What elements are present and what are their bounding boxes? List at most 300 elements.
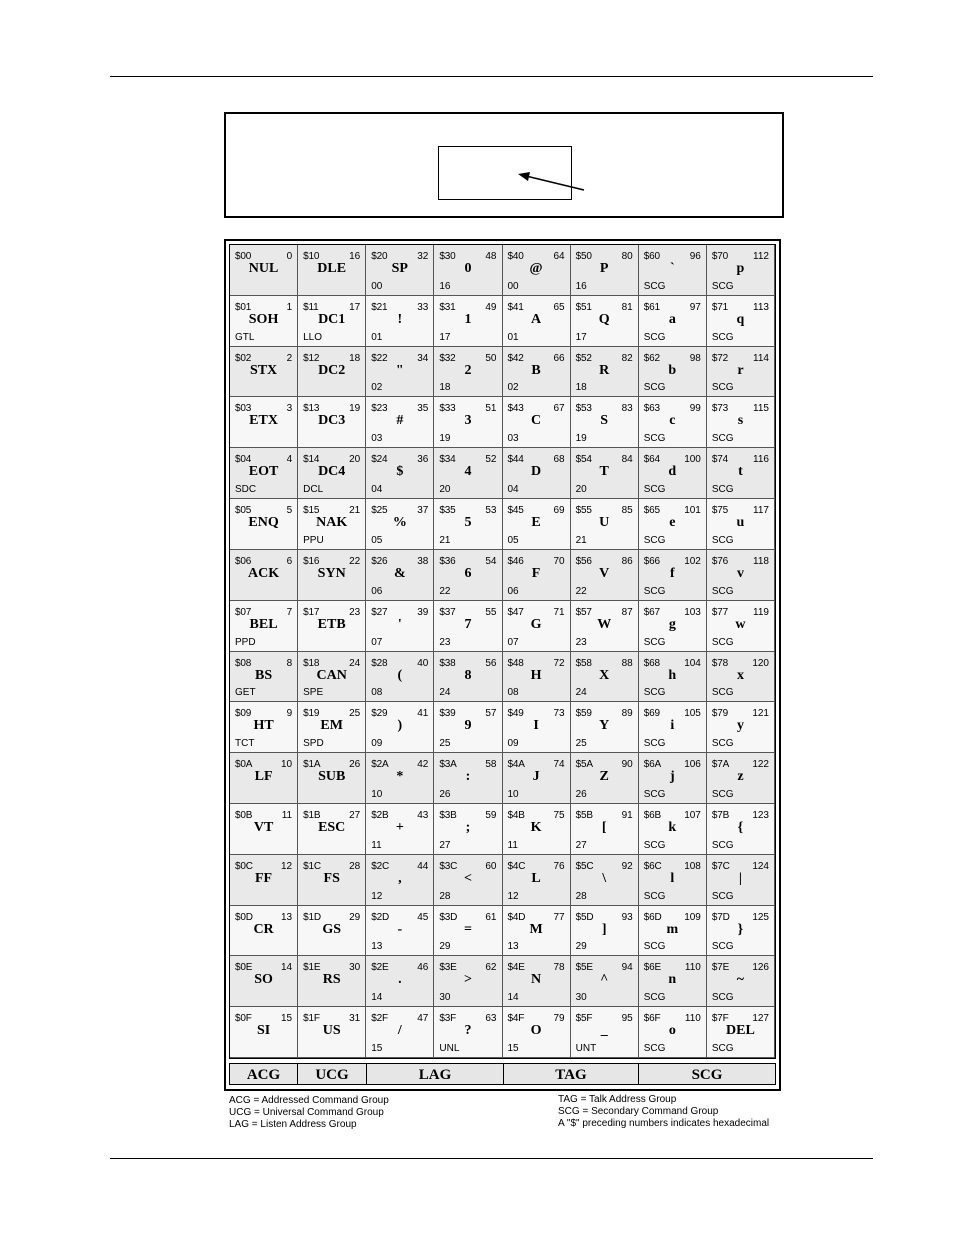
cell-character: &: [393, 565, 406, 581]
cell-decimal-code: 10: [281, 759, 293, 771]
cell-character: _: [600, 1023, 608, 1039]
cell-gpib-command: 15: [507, 1043, 519, 1054]
code-cell: [434, 906, 502, 957]
cell-character: A: [531, 311, 542, 327]
cell-gpib-command: 25: [575, 738, 587, 750]
cell-hex-code: $6D: [643, 911, 662, 923]
code-cell: [639, 296, 707, 347]
cell-gpib-command: 23: [439, 636, 451, 648]
cell-gpib-command: 07: [507, 636, 519, 648]
cell-decimal-code: 43: [417, 809, 429, 821]
cell-character: 2: [464, 362, 472, 378]
cell-hex-code: $54: [575, 454, 592, 466]
cell-decimal-code: 117: [753, 505, 769, 517]
group-acg: ACG: [230, 1064, 298, 1084]
cell-character: V: [599, 565, 610, 581]
cell-gpib-command: 14: [507, 992, 519, 1004]
cell-hex-code: $41: [507, 301, 524, 313]
cell-gpib-command: 30: [439, 992, 451, 1004]
code-cell: [230, 753, 298, 804]
cell-character: H: [530, 667, 542, 683]
code-cell: [503, 499, 571, 550]
cell-character: W: [597, 616, 612, 632]
cell-decimal-code: 121: [752, 708, 769, 720]
cell-decimal-code: 60: [485, 860, 497, 872]
code-cell: [707, 702, 775, 753]
cell-character: |: [738, 870, 742, 886]
cell-decimal-code: 65: [553, 301, 565, 313]
code-cell: [298, 753, 366, 804]
code-cell: [707, 753, 775, 804]
cell-decimal-code: 69: [553, 505, 565, 517]
code-cell: [230, 601, 298, 652]
cell-decimal-code: 32: [417, 251, 429, 262]
code-cell: [434, 245, 502, 296]
cell-character: DC4: [318, 464, 346, 480]
code-cell: [707, 652, 775, 703]
code-cell: [434, 804, 502, 855]
cell-gpib-command: SCG: [711, 738, 734, 750]
code-cell: [298, 906, 366, 957]
cell-character: $: [396, 464, 404, 480]
cell-gpib-command: 24: [439, 687, 451, 699]
cell-character: {: [737, 819, 744, 835]
code-cell: [298, 804, 366, 855]
code-cell: [571, 448, 639, 499]
code-cell: [639, 245, 707, 296]
code-cell: [571, 245, 639, 296]
cell-character: I: [533, 718, 539, 734]
cell-decimal-code: 12: [281, 860, 293, 872]
cell-hex-code: $10: [303, 251, 320, 262]
cell-decimal-code: 97: [689, 301, 701, 313]
cell-decimal-code: 108: [684, 860, 701, 872]
cell-decimal-code: 91: [621, 809, 633, 821]
cell-decimal-code: 119: [753, 606, 769, 618]
code-cell: [503, 245, 571, 296]
cell-character: <: [463, 870, 472, 886]
cell-decimal-code: 13: [281, 911, 293, 923]
cell-hex-code: $44: [507, 454, 524, 466]
cell-decimal-code: 99: [689, 403, 701, 415]
cell-hex-code: $12: [303, 352, 320, 364]
cell-decimal-code: 120: [752, 657, 769, 669]
cell-hex-code: $5D: [575, 911, 594, 923]
cell-hex-code: $66: [643, 555, 660, 567]
code-cell: [434, 550, 502, 601]
cell-hex-code: $27: [371, 606, 388, 618]
cell-character: ESC: [318, 819, 346, 835]
cell-character: !: [397, 311, 403, 327]
code-cell: [366, 956, 434, 1007]
cell-character: z: [737, 769, 744, 785]
cell-decimal-code: 118: [753, 555, 769, 567]
cell-decimal-code: 110: [684, 962, 701, 974]
cell-decimal-code: 127: [752, 1013, 769, 1025]
cell-gpib-command: 21: [575, 534, 587, 546]
cell-hex-code: $57: [575, 606, 592, 618]
code-cell: [230, 296, 298, 347]
code-cell: [366, 702, 434, 753]
cell-decimal-code: 21: [349, 505, 361, 517]
cell-character: h: [668, 667, 677, 683]
cell-gpib-command: SCG: [711, 331, 734, 343]
cell-decimal-code: 83: [621, 403, 633, 415]
cell-hex-code: $08: [235, 657, 252, 669]
cell-gpib-command: 12: [507, 890, 519, 902]
cell-hex-code: $3E: [439, 962, 457, 974]
cell-decimal-code: 52: [485, 454, 497, 466]
cell-hex-code: $7D: [711, 911, 730, 923]
cell-decimal-code: 30: [349, 962, 361, 974]
cell-decimal-code: 22: [349, 555, 361, 567]
code-cell: [639, 855, 707, 906]
cell-hex-code: $1C: [303, 860, 321, 872]
cell-gpib-command: SCG: [711, 1043, 734, 1054]
cell-decimal-code: 50: [485, 352, 497, 364]
cell-character: o: [668, 1023, 676, 1039]
cell-gpib-command: 29: [439, 941, 451, 953]
cell-character: CAN: [316, 667, 347, 683]
cell-hex-code: $36: [439, 555, 456, 567]
cell-character: .: [398, 972, 402, 988]
cell-hex-code: $69: [643, 708, 660, 720]
code-cell: [230, 550, 298, 601]
cell-decimal-code: 26: [349, 759, 361, 771]
cell-hex-code: $17: [303, 606, 320, 618]
cell-decimal-code: 106: [684, 759, 701, 771]
cell-hex-code: $15: [303, 505, 320, 517]
cell-character: SOH: [248, 311, 279, 327]
cell-decimal-code: 64: [553, 251, 565, 262]
cell-gpib-command: 11: [507, 839, 518, 851]
cell-decimal-code: 94: [621, 962, 633, 974]
code-cell: [571, 753, 639, 804]
cell-character: 7: [464, 616, 472, 632]
cell-character: J: [532, 769, 540, 785]
cell-gpib-command: SCG: [643, 636, 666, 648]
cell-gpib-command: 27: [439, 839, 451, 851]
code-cell: [639, 550, 707, 601]
code-cell: [503, 601, 571, 652]
note-hex: A "$" preceding numbers indicates hexadecimal: [558, 1118, 770, 1129]
cell-hex-code: $76: [711, 555, 728, 567]
cell-hex-code: $73: [711, 403, 728, 415]
code-cell: [639, 906, 707, 957]
cell-gpib-command: 09: [507, 738, 519, 750]
code-cell: [230, 906, 298, 957]
cell-decimal-code: 75: [553, 809, 565, 821]
cell-character: P: [599, 261, 609, 276]
cell-decimal-code: 59: [485, 809, 497, 821]
cell-gpib-command: 13: [371, 941, 383, 953]
cell-gpib-command: 22: [575, 585, 587, 597]
code-cell: [298, 397, 366, 448]
cell-hex-code: $3A: [439, 759, 457, 771]
code-cell: [366, 550, 434, 601]
cell-gpib-command: 13: [507, 941, 519, 953]
cell-gpib-command: SCG: [643, 788, 666, 800]
cell-hex-code: $18: [303, 657, 320, 669]
cell-gpib-command: SCG: [711, 382, 734, 394]
cell-hex-code: $47: [507, 606, 524, 618]
code-cell: [230, 347, 298, 398]
code-cell: [230, 702, 298, 753]
cell-gpib-command: SCG: [643, 1043, 666, 1054]
cell-gpib-command: DCL: [303, 484, 324, 496]
cell-character: 5: [464, 515, 472, 531]
cell-hex-code: $25: [371, 505, 388, 517]
cell-gpib-command: 08: [371, 687, 383, 699]
cell-gpib-command: GET: [235, 687, 256, 699]
cell-decimal-code: 7: [286, 606, 293, 618]
cell-character: j: [669, 769, 675, 785]
cell-gpib-command: 19: [439, 433, 451, 445]
cell-character: ~: [736, 972, 745, 988]
group-scg: SCG: [691, 1067, 723, 1083]
cell-decimal-code: 109: [684, 911, 701, 923]
cell-decimal-code: 125: [752, 911, 769, 923]
code-cell: [434, 652, 502, 703]
cell-hex-code: $2A: [371, 759, 389, 771]
cell-hex-code: $35: [439, 505, 456, 517]
code-cell: [366, 448, 434, 499]
cell-decimal-code: 68: [553, 454, 565, 466]
code-cell: [298, 652, 366, 703]
cell-gpib-command: SCG: [711, 636, 734, 648]
cell-hex-code: $14: [303, 454, 320, 466]
cell-gpib-command: 12: [371, 890, 383, 902]
cell-decimal-code: 87: [621, 606, 633, 618]
cell-decimal-code: 71: [553, 606, 565, 618]
code-cell: [571, 855, 639, 906]
cell-character: DC3: [318, 413, 346, 429]
cell-decimal-code: 34: [417, 352, 429, 364]
cell-gpib-command: 03: [507, 433, 519, 445]
cell-hex-code: $58: [575, 657, 592, 669]
cell-hex-code: $1F: [303, 1013, 320, 1025]
cell-character: VT: [253, 819, 274, 835]
cell-decimal-code: 85: [621, 505, 633, 517]
code-cell: [366, 906, 434, 957]
cell-hex-code: $3B: [439, 809, 457, 821]
cell-hex-code: $02: [235, 352, 252, 364]
cell-character: d: [668, 464, 677, 480]
cell-character: b: [668, 362, 677, 378]
cell-hex-code: $52: [575, 352, 592, 364]
cell-decimal-code: 105: [684, 708, 701, 720]
cell-hex-code: $0D: [235, 911, 253, 923]
cell-character: F: [531, 565, 541, 581]
code-cell: [298, 499, 366, 550]
code-cell: [571, 652, 639, 703]
code-cell: [707, 347, 775, 398]
cell-hex-code: $22: [371, 352, 388, 364]
cell-decimal-code: 84: [621, 454, 633, 466]
cell-character: LF: [254, 769, 273, 785]
cell-hex-code: $0A: [235, 759, 253, 771]
cell-hex-code: $62: [643, 352, 660, 364]
code-cell: [230, 956, 298, 1007]
cell-hex-code: $0B: [235, 809, 253, 821]
cell-hex-code: $37: [439, 606, 456, 618]
cell-decimal-code: 61: [485, 911, 497, 923]
cell-decimal-code: 114: [753, 352, 769, 364]
cell-hex-code: $29: [371, 708, 388, 720]
cell-decimal-code: 44: [417, 860, 429, 872]
cell-gpib-command: 02: [371, 382, 383, 394]
code-cell: [639, 347, 707, 398]
cell-hex-code: $26: [371, 555, 388, 567]
cell-character: M: [529, 921, 543, 937]
code-cell: [298, 702, 366, 753]
cell-hex-code: $33: [439, 403, 456, 415]
cell-character: \: [602, 870, 607, 886]
cell-character: l: [670, 870, 675, 886]
cell-hex-code: $45: [507, 505, 524, 517]
cell-gpib-command: SCG: [643, 585, 666, 597]
cell-gpib-command: SCG: [643, 941, 666, 953]
cell-gpib-command: 24: [575, 687, 587, 699]
cell-hex-code: $30: [439, 251, 456, 262]
cell-hex-code: $19: [303, 708, 320, 720]
cell-character: ;: [465, 819, 471, 835]
cell-character: SP: [391, 261, 408, 276]
cell-gpib-command: 16: [575, 280, 587, 292]
cell-gpib-command: SCG: [643, 433, 666, 445]
code-cell: [639, 601, 707, 652]
cell-decimal-code: 113: [753, 301, 769, 313]
cell-hex-code: $6F: [643, 1013, 661, 1025]
code-cell: [707, 397, 775, 448]
code-cell: [230, 245, 298, 296]
cell-decimal-code: 25: [349, 708, 361, 720]
code-cell: [707, 855, 775, 906]
cell-character: Y: [599, 718, 610, 734]
cell-gpib-command: SDC: [235, 484, 257, 496]
cell-decimal-code: 38: [417, 555, 429, 567]
cell-decimal-code: 24: [349, 657, 361, 669]
cell-hex-code: $38: [439, 657, 456, 669]
cell-hex-code: $6E: [643, 962, 661, 974]
cell-decimal-code: 95: [621, 1013, 633, 1025]
cell-hex-code: $55: [575, 505, 592, 517]
cell-gpib-command: PPU: [303, 534, 324, 546]
cell-hex-code: $05: [235, 505, 252, 517]
cell-character: ,: [398, 870, 402, 886]
cell-gpib-command: 15: [371, 1043, 383, 1054]
code-cell: [434, 499, 502, 550]
cell-hex-code: $34: [439, 454, 456, 466]
cell-decimal-code: 14: [281, 962, 293, 974]
legend-key-box: [224, 112, 784, 218]
cell-decimal-code: 55: [485, 606, 497, 618]
cell-gpib-command: 02: [507, 382, 519, 394]
code-cell: [366, 1007, 434, 1058]
cell-gpib-command: SPE: [303, 687, 324, 699]
cell-decimal-code: 2: [286, 352, 293, 364]
code-cell: [298, 1007, 366, 1058]
cell-character: ACK: [248, 565, 280, 581]
cell-gpib-command: UNL: [439, 1043, 460, 1054]
cell-character: r: [737, 362, 744, 378]
cell-hex-code: $51: [575, 301, 592, 313]
cell-hex-code: $7A: [711, 759, 730, 771]
cell-character: 1: [464, 311, 472, 327]
cell-hex-code: $71: [711, 301, 728, 313]
code-cell: [366, 245, 434, 296]
cell-hex-code: $00: [235, 251, 252, 262]
code-cell: [230, 855, 298, 906]
cell-hex-code: $0E: [235, 962, 253, 974]
cell-hex-code: $2F: [371, 1013, 388, 1025]
cell-character: DC2: [318, 362, 346, 378]
cell-gpib-command: 28: [439, 890, 451, 902]
cell-decimal-code: 17: [349, 301, 361, 313]
cell-decimal-code: 88: [621, 657, 633, 669]
cell-gpib-command: 20: [575, 484, 587, 496]
command-group-bar: [229, 1063, 776, 1085]
cell-hex-code: $03: [235, 403, 252, 415]
cell-hex-code: $13: [303, 403, 320, 415]
cell-gpib-command: SCG: [711, 687, 734, 699]
cell-decimal-code: 33: [417, 301, 429, 313]
cell-hex-code: $4F: [507, 1013, 525, 1025]
group-lag: LAG: [367, 1064, 504, 1084]
cell-character: ): [397, 718, 403, 734]
cell-decimal-code: 67: [553, 403, 565, 415]
code-cell: [503, 448, 571, 499]
cell-decimal-code: 48: [485, 251, 497, 262]
cell-hex-code: $23: [371, 403, 388, 415]
cell-character: ENQ: [248, 515, 279, 531]
cell-decimal-code: 80: [621, 251, 633, 262]
cell-decimal-code: 73: [553, 708, 565, 720]
cell-gpib-command: SCG: [711, 941, 734, 953]
cell-character: U: [599, 515, 610, 531]
code-cell: [707, 804, 775, 855]
cell-decimal-code: 92: [621, 860, 633, 872]
cell-gpib-command: LLO: [303, 331, 323, 343]
cell-character: y: [736, 718, 744, 734]
code-cell: [298, 296, 366, 347]
cell-hex-code: $4D: [507, 911, 526, 923]
cell-hex-code: $42: [507, 352, 524, 364]
cell-decimal-code: 41: [417, 708, 429, 720]
cell-gpib-command: 05: [507, 534, 519, 546]
cell-gpib-command: SCG: [711, 992, 734, 1004]
cell-hex-code: $53: [575, 403, 592, 415]
cell-gpib-command: 23: [575, 636, 587, 648]
code-cell: [230, 652, 298, 703]
cell-hex-code: $7F: [711, 1013, 729, 1025]
cell-hex-code: $5C: [575, 860, 594, 872]
cell-hex-code: $75: [711, 505, 728, 517]
cell-decimal-code: 96: [689, 251, 701, 262]
cell-gpib-command: SPD: [303, 738, 324, 750]
cell-character: SUB: [318, 769, 346, 785]
cell-decimal-code: 112: [753, 251, 769, 262]
code-cell: [366, 296, 434, 347]
cell-hex-code: $28: [371, 657, 388, 669]
cell-character: v: [736, 565, 744, 581]
code-cell: [366, 601, 434, 652]
cell-character: t: [738, 464, 743, 480]
cell-decimal-code: 74: [553, 759, 565, 771]
legend-arrow-icon: [226, 114, 782, 216]
cell-decimal-code: 15: [281, 1013, 293, 1025]
code-cell: [571, 550, 639, 601]
